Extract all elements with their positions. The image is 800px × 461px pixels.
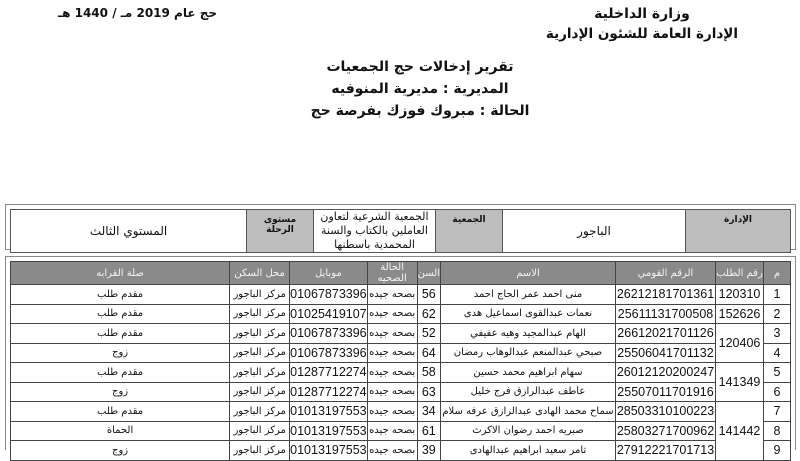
residence: مركز الباجور xyxy=(230,382,290,402)
national-id: 25507011701916 xyxy=(616,382,716,402)
national-id: 27912221701713 xyxy=(616,441,716,461)
relation: مقدم طلب xyxy=(11,402,230,422)
info-box xyxy=(5,204,796,250)
applicant-name: عاطف عبدالرازق فرج خليل xyxy=(441,382,616,402)
age: 58 xyxy=(417,363,440,383)
age: 61 xyxy=(417,421,440,441)
department-name: الإدارة العامة للشئون الإدارية xyxy=(545,26,738,42)
col-header-age: السن xyxy=(417,262,440,285)
relation: زوج xyxy=(11,441,230,461)
col-header-national-id: الرقم القومي xyxy=(616,262,716,285)
national-id: 28503310100223 xyxy=(616,402,716,422)
age: 63 xyxy=(417,382,440,402)
trip-level-value: المستوي الثالث xyxy=(11,210,247,253)
request-no: 141349 xyxy=(716,363,764,402)
health: بصحه جيده xyxy=(367,402,417,422)
residence: مركز الباجور xyxy=(230,304,290,324)
association-label: الجمعية xyxy=(436,210,503,253)
directorate: المديرية : مديرية المنوفيه xyxy=(331,81,509,97)
health: بصحه جيده xyxy=(367,441,417,461)
age: 62 xyxy=(417,304,440,324)
ministry-header xyxy=(546,4,738,44)
national-id: 25506041701132 xyxy=(616,343,716,363)
col-header-residence: محل السكن xyxy=(230,262,290,285)
mobile: 01067873396 xyxy=(290,343,367,363)
national-id: 26012120200247 xyxy=(616,363,716,383)
request-no: 152626 xyxy=(716,304,764,324)
association-value: الجمعية الشرعية لتعاون العاملين بالكتاب والسنة المحمدية باسطنها xyxy=(314,210,436,253)
applicant-name: تامر سعيد ابراهيم عبدالهادى xyxy=(441,441,616,461)
col-header-request: رقم الطلب xyxy=(716,262,764,285)
relation: مقدم طلب xyxy=(11,285,230,305)
table-row xyxy=(11,421,791,441)
request-no: 120310 xyxy=(716,285,764,305)
applicant-name: صبريه احمد رضوان الاكرث xyxy=(441,421,616,441)
health: بصحه جيده xyxy=(367,343,417,363)
row-no: 6 xyxy=(764,382,791,402)
health: بصحه جيده xyxy=(367,421,417,441)
health: بصحه جيده xyxy=(367,285,417,305)
request-no: 120406 xyxy=(716,324,764,363)
trip-level-label: مستوى الرحلة xyxy=(247,210,314,253)
applicant-name: منى احمد عمر الحاج احمد xyxy=(441,285,616,305)
report-title: تقرير إدخالات حج الجمعيات xyxy=(326,59,514,75)
mobile: 01013197553 xyxy=(290,421,367,441)
age: 52 xyxy=(417,324,440,344)
row-no: 1 xyxy=(764,285,791,305)
health: بصحه جيده xyxy=(367,324,417,344)
table-row xyxy=(11,363,791,383)
request-no: 141442 xyxy=(716,402,764,461)
administration-value: الباجور xyxy=(503,210,686,253)
mobile: 01067873396 xyxy=(290,324,367,344)
applicant-name: سهام ابراهيم محمد حسين xyxy=(441,363,616,383)
age: 56 xyxy=(417,285,440,305)
row-no: 8 xyxy=(764,421,791,441)
residence: مركز الباجور xyxy=(230,363,290,383)
row-no: 9 xyxy=(764,441,791,461)
row-no: 5 xyxy=(764,363,791,383)
national-id: 26212181701361 xyxy=(616,285,716,305)
relation: زوج xyxy=(11,382,230,402)
residence: مركز الباجور xyxy=(230,402,290,422)
health: بصحه جيده xyxy=(367,363,417,383)
mobile: 01013197553 xyxy=(290,441,367,461)
mobile: 01287712274 xyxy=(290,363,367,383)
residence: مركز الباجور xyxy=(230,343,290,363)
age: 39 xyxy=(417,441,440,461)
administration-label: الإدارة xyxy=(686,210,791,253)
mobile: 01067873396 xyxy=(290,285,367,305)
health: بصحه جيده xyxy=(367,382,417,402)
relation: مقدم طلب xyxy=(11,363,230,383)
residence: مركز الباجور xyxy=(230,421,290,441)
col-header-health: الحالة الصحيه xyxy=(367,262,417,285)
table-row xyxy=(11,304,791,324)
status: الحالة : مبروك فوزك بفرصة حج xyxy=(310,103,530,119)
relation: مقدم طلب xyxy=(11,324,230,344)
applicant-name: صبحي عبدالمنعم عبدالوهاب رمضان xyxy=(441,343,616,363)
row-no: 4 xyxy=(764,343,791,363)
mobile: 01025419107 xyxy=(290,304,367,324)
table-row xyxy=(11,441,791,461)
row-no: 3 xyxy=(764,324,791,344)
residence: مركز الباجور xyxy=(230,285,290,305)
relation: مقدم طلب xyxy=(11,304,230,324)
col-header-no: م xyxy=(764,262,791,285)
age: 34 xyxy=(417,402,440,422)
national-id: 25611131700508 xyxy=(616,304,716,324)
relation: الحماة xyxy=(11,421,230,441)
row-no: 7 xyxy=(764,402,791,422)
national-id: 26612021701126 xyxy=(616,324,716,344)
col-header-mobile: موبايل xyxy=(290,262,367,285)
residence: مركز الباجور xyxy=(230,441,290,461)
col-header-relation: صلة القرابه xyxy=(11,262,230,285)
info-table xyxy=(10,209,791,253)
table-row xyxy=(11,285,791,305)
residence: مركز الباجور xyxy=(230,324,290,344)
mobile: 01287712274 xyxy=(290,382,367,402)
report-titles xyxy=(0,56,800,122)
col-header-name: الاسم xyxy=(441,262,616,285)
national-id: 25803271700962 xyxy=(616,421,716,441)
row-no: 2 xyxy=(764,304,791,324)
applicant-name: الهام عبدالمجيد وهيه عفيفي xyxy=(441,324,616,344)
table-row xyxy=(11,324,791,344)
health: بصحه جيده xyxy=(367,304,417,324)
age: 64 xyxy=(417,343,440,363)
applicant-name: نعمات عبدالقوى اسماعيل هدى xyxy=(441,304,616,324)
table-row xyxy=(11,382,791,402)
table-row xyxy=(11,402,791,422)
relation: زوج xyxy=(11,343,230,363)
applicant-name: سماح محمد الهادى عبدالرازق عرفه سلام xyxy=(441,402,616,422)
ministry-name: وزارة الداخلية xyxy=(594,6,690,22)
hajj-year: حج عام 2019 مـ / 1440 هـ xyxy=(58,6,218,20)
applicants-box xyxy=(5,256,796,458)
table-row xyxy=(11,343,791,363)
applicants-table xyxy=(10,261,791,461)
table-header-row xyxy=(11,262,791,285)
mobile: 01013197553 xyxy=(290,402,367,422)
